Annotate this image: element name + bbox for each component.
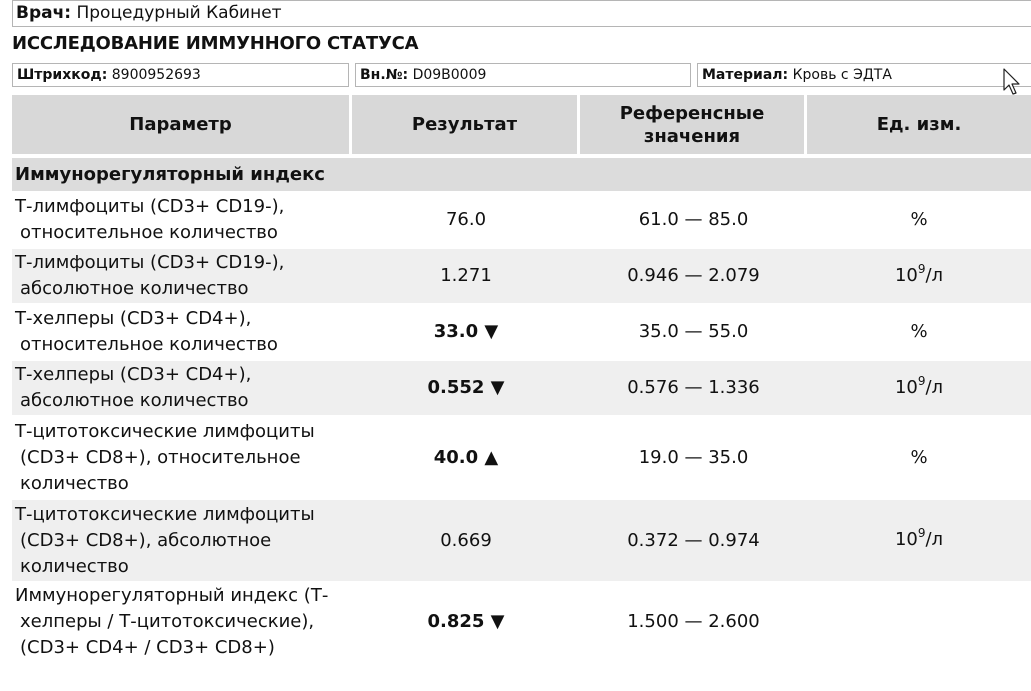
param-line: абсолютное количество [20, 278, 249, 299]
param-line: Т-цитотоксические лимфоциты [15, 420, 315, 442]
reference-cell: 0.576 — 1.336 [580, 359, 807, 415]
result-cell-flagged-low: 33.0 ▼ [352, 303, 580, 359]
doctor-row [12, 0, 1031, 27]
param-line: Иммунорегуляторный индекс (Т- [15, 585, 329, 606]
result-cell-flagged-high: 40.0 ▲ [352, 415, 580, 498]
unit-base: 10 [894, 376, 918, 398]
reference-cell: 0.946 — 2.079 [580, 247, 807, 303]
param-cell [12, 303, 352, 359]
material-label: Материал: [702, 67, 789, 83]
unit-suffix: /л [925, 264, 944, 286]
result-cell-flagged-low: 0.552 ▼ [352, 359, 580, 415]
unit-suffix: /л [925, 529, 944, 550]
header-reference-line1: Референсные [619, 102, 765, 124]
results-table [12, 95, 1031, 661]
header-unit: Ед. изм. [807, 95, 1031, 154]
param-cell [12, 581, 352, 661]
unit-exponent: 9 [917, 261, 926, 276]
unit-cell: % [807, 303, 1031, 359]
barcode-label: Штрихкод: [17, 67, 108, 83]
unit-exponent: 9 [917, 526, 926, 540]
visit-number-label: Вн.№: [360, 67, 409, 83]
table-row [12, 247, 1031, 303]
table-row [12, 581, 1031, 661]
page-title: ИССЛЕДОВАНИЕ ИММУННОГО СТАТУСА [12, 33, 419, 54]
unit-cell: % [807, 191, 1031, 247]
table-row [12, 498, 1031, 581]
reference-cell: 0.372 — 0.974 [580, 498, 807, 581]
visit-number-box [355, 63, 691, 87]
header-reference-line2: значения [643, 125, 741, 147]
param-line: хелперы / Т-цитотоксические), [20, 611, 315, 632]
param-line: абсолютное количество [20, 390, 249, 411]
header-result: Результат [352, 95, 580, 154]
result-cell: 0.669 [352, 498, 580, 581]
barcode-box [12, 63, 349, 87]
unit-base: 10 [894, 529, 918, 550]
reference-cell: 1.500 — 2.600 [580, 581, 807, 661]
table-row [12, 415, 1031, 498]
param-line: (CD3+ CD8+), абсолютное [20, 529, 272, 551]
header-param: Параметр [12, 95, 352, 154]
param-cell [12, 247, 352, 303]
param-line: (CD3+ CD8+), относительное [20, 446, 301, 468]
param-line: Т-хелперы (CD3+ CD4+), [15, 308, 252, 329]
unit-cell [807, 247, 1031, 303]
param-line: относительное количество [20, 222, 278, 243]
table-row [12, 191, 1031, 247]
unit-suffix: /л [925, 376, 944, 398]
result-cell: 76.0 [352, 191, 580, 247]
doctor-label: Врач: [16, 3, 72, 23]
section-title: Иммунорегуляторный индекс [12, 154, 1031, 191]
unit-cell [807, 359, 1031, 415]
material-value: Кровь с ЭДТА [792, 67, 892, 83]
barcode-value: 8900952693 [111, 67, 201, 83]
param-line: (CD3+ CD4+ / CD3+ CD8+) [20, 637, 275, 658]
unit-cell [807, 581, 1031, 661]
result-cell-flagged-low: 0.825 ▼ [352, 581, 580, 661]
param-line: количество [20, 555, 129, 577]
param-cell [12, 359, 352, 415]
section-row [12, 154, 1031, 191]
reference-cell: 19.0 — 35.0 [580, 415, 807, 498]
reference-cell: 61.0 — 85.0 [580, 191, 807, 247]
unit-cell [807, 498, 1031, 581]
param-line: Т-лимфоциты (CD3+ CD19-), [15, 252, 285, 273]
param-cell [12, 415, 352, 498]
unit-exponent: 9 [917, 373, 926, 388]
param-cell [12, 498, 352, 581]
material-box [697, 63, 1031, 87]
table-row [12, 303, 1031, 359]
param-line: Т-цитотоксические лимфоциты [15, 503, 315, 525]
param-cell [12, 191, 352, 247]
param-line: Т-хелперы (CD3+ CD4+), [15, 364, 252, 385]
param-line: Т-лимфоциты (CD3+ CD19-), [15, 196, 285, 217]
param-line: относительное количество [20, 334, 278, 355]
param-line: количество [20, 472, 129, 494]
result-cell: 1.271 [352, 247, 580, 303]
table-header-row [12, 95, 1031, 154]
reference-cell: 35.0 — 55.0 [580, 303, 807, 359]
visit-number-value: D09B0009 [412, 67, 487, 83]
unit-cell: % [807, 415, 1031, 498]
table-row [12, 359, 1031, 415]
mouse-pointer-icon [1003, 68, 1021, 96]
header-reference [580, 95, 807, 154]
unit-base: 10 [894, 264, 918, 286]
doctor-value: Процедурный Кабинет [76, 3, 282, 23]
